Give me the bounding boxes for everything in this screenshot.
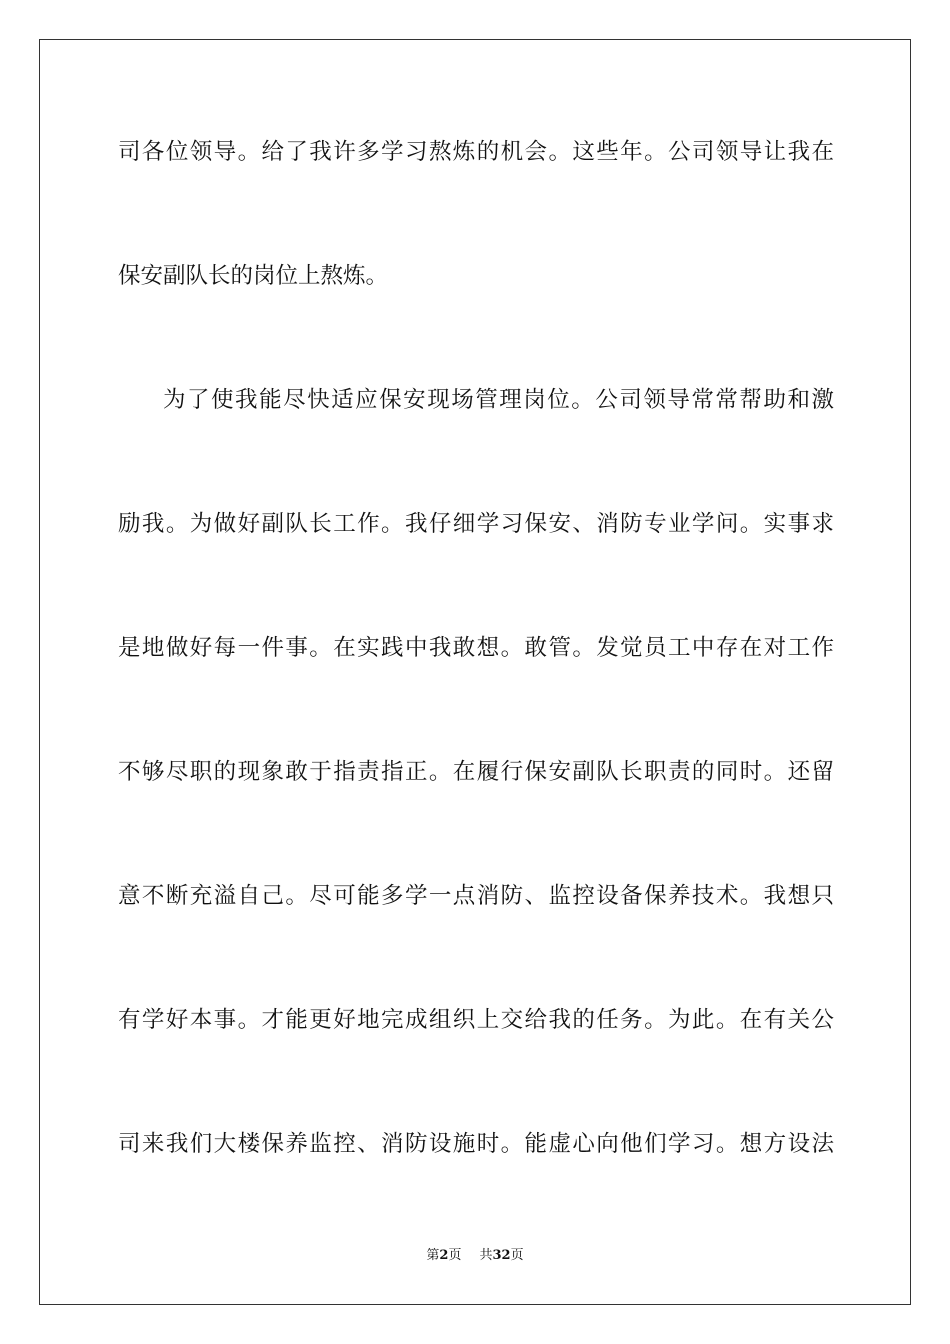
body-text-line-8: 有学好本事。才能更好地完成组织上交给我的任务。为此。在有关公: [118, 1007, 834, 1033]
body-text-line-5: 是地做好每一件事。在实践中我敢想。敢管。发觉员工中存在对工作: [118, 635, 834, 661]
body-text-line-1: 司各位领导。给了我许多学习熬炼的机会。这些年。公司领导让我在: [118, 139, 834, 165]
page-number: 2: [439, 1248, 449, 1263]
total-pages: 32: [492, 1248, 511, 1263]
page-border: [39, 39, 911, 1305]
page-suffix: 页: [448, 1248, 462, 1263]
body-text-line-3: 为了使我能尽快适应保安现场管理岗位。公司领导常常帮助和激: [163, 387, 834, 413]
page-prefix: 第: [426, 1248, 440, 1263]
body-text-line-2: 保安副队长的岗位上熬炼。: [118, 263, 389, 289]
body-text-line-6: 不够尽职的现象敢于指责指正。在履行保安副队长职责的同时。还留: [118, 759, 834, 785]
total-prefix: 共: [479, 1248, 493, 1263]
total-suffix: 页: [510, 1248, 524, 1263]
page-footer: [0, 1247, 950, 1265]
body-text-line-9: 司来我们大楼保养监控、消防设施时。能虚心向他们学习。想方设法: [118, 1131, 834, 1157]
body-text-line-7: 意不断充溢自己。尽可能多学一点消防、监控设备保养技术。我想只: [118, 883, 834, 909]
body-text-line-4: 励我。为做好副队长工作。我仔细学习保安、消防专业学问。实事求: [118, 511, 834, 537]
